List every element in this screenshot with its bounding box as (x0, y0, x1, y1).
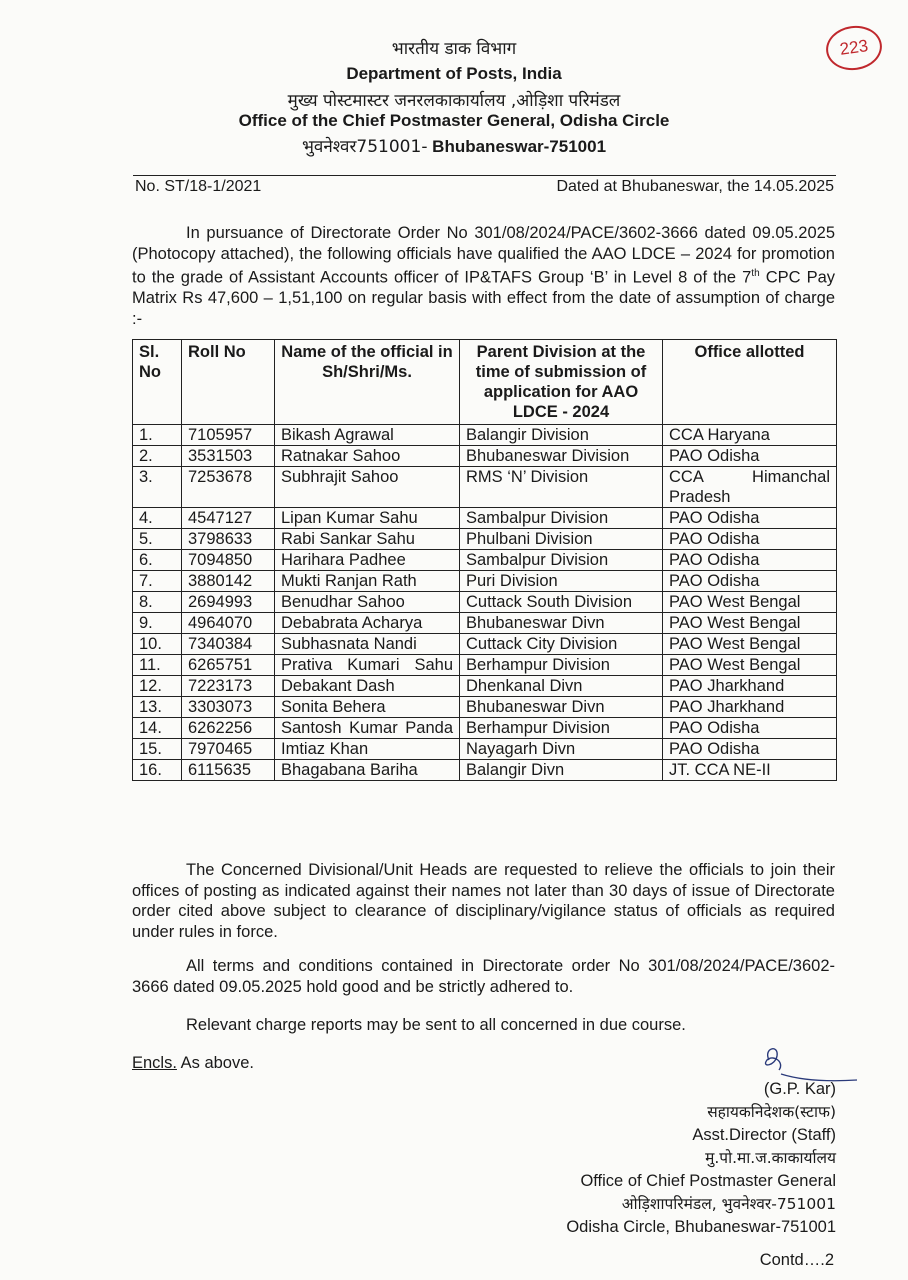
charge-reports-paragraph: Relevant charge reports may be sent to all concerned in due course. (186, 1016, 686, 1034)
cell-roll-no: 7340384 (182, 634, 275, 655)
table-row (133, 508, 837, 529)
cell-sl-no: 10. (133, 634, 182, 655)
signatory-hindi-circle: ओड़िशापरिमंडल, भुवनेश्वर-751001 (621, 1195, 836, 1213)
cell-name: Rabi Sankar Sahu (275, 529, 460, 550)
cell-name: Subhrajit Sahoo (275, 467, 460, 508)
cell-office-allotted: PAO Odisha (663, 718, 837, 739)
cell-sl-no: 14. (133, 718, 182, 739)
signatory-circle: Odisha Circle, Bhubaneswar-751001 (566, 1218, 836, 1236)
cell-roll-no: 3880142 (182, 571, 275, 592)
cell-office-allotted: CCA Haryana (663, 425, 837, 446)
cell-name: Benudhar Sahoo (275, 592, 460, 613)
table-header-row (133, 340, 837, 425)
cell-roll-no: 3303073 (182, 697, 275, 718)
reference-number: No. ST/18-1/2021 (135, 178, 262, 195)
cell-sl-no: 12. (133, 676, 182, 697)
cell-office-allotted: PAO Odisha (663, 446, 837, 467)
table-row (133, 467, 837, 508)
cell-office-allotted: PAO West Bengal (663, 634, 837, 655)
cell-sl-no: 13. (133, 697, 182, 718)
cell-parent-division: Phulbani Division (460, 529, 663, 550)
enclosure-line (132, 1054, 254, 1073)
signatory-hindi-office: मु.पो.मा.ज.काकार्यालय (705, 1149, 836, 1167)
cell-sl-no: 6. (133, 550, 182, 571)
cell-parent-division: Sambalpur Division (460, 550, 663, 571)
cell-office-allotted: PAO West Bengal (663, 655, 837, 676)
city-name: Bhubaneswar-751001 (427, 137, 607, 156)
header-roll-no: Roll No (182, 340, 275, 425)
cell-parent-division: Berhampur Division (460, 718, 663, 739)
header-divider (133, 175, 836, 176)
officials-table (132, 339, 837, 781)
cell-office-allotted: JT. CCA NE-II (663, 760, 837, 781)
cell-sl-no: 2. (133, 446, 182, 467)
cell-roll-no: 7223173 (182, 676, 275, 697)
terms-paragraph: All terms and conditions contained in Directorate order No 301/08/2024/PACE/3602-3666 dated 09.05.2025 hold good and be strictly adhered to. (132, 957, 835, 996)
cell-roll-no: 7105957 (182, 425, 275, 446)
cell-office-allotted: PAO Jharkhand (663, 697, 837, 718)
header-sl-no: Sl. No (133, 340, 182, 425)
cell-sl-no: 11. (133, 655, 182, 676)
intro-text-a: In pursuance of Directorate Order No 301/08/2024/PACE/3602-3666 dated 09.05.2025 (Photocopy attached), the following officials have qualified the AAO LDCE – 2024 for promotion to the grade of Assistant Accounts officer of IP&TAFS Group ‘B’ in Level 8 of the 7 (132, 224, 835, 287)
cell-office-allotted: PAO Odisha (663, 550, 837, 571)
hindi-city: भुवनेश्वर751001- (301, 137, 428, 157)
city-heading (0, 134, 908, 157)
cell-name: Sonita Behera (275, 697, 460, 718)
cell-roll-no: 2694993 (182, 592, 275, 613)
cell-sl-no: 15. (133, 739, 182, 760)
cell-name: Santosh Kumar Panda (275, 718, 460, 739)
cell-sl-no: 7. (133, 571, 182, 592)
cell-parent-division: Balangir Divn (460, 760, 663, 781)
signatory-hindi-title: सहायकनिदेशक(स्टाफ) (707, 1103, 836, 1121)
signature-block (566, 1078, 836, 1239)
cell-parent-division: Cuttack South Division (460, 592, 663, 613)
signatory-office: Office of Chief Postmaster General (580, 1172, 836, 1190)
relieve-paragraph: The Concerned Divisional/Unit Heads are requested to relieve the officials to join their offices of posting as indicated against their names not later than 30 days of issue of Directorate order cited above subject to clearance of disciplinary/vigilance status of officials as required under rules in force. (132, 861, 835, 941)
page-number-stamp: 223 (823, 22, 885, 73)
cell-office-allotted: PAO West Bengal (663, 613, 837, 634)
cell-sl-no: 9. (133, 613, 182, 634)
intro-superscript: th (751, 268, 760, 279)
cell-office-allotted: PAO Odisha (663, 571, 837, 592)
table-row (133, 697, 837, 718)
enclosure-text: As above. (176, 1054, 254, 1072)
cell-name: Lipan Kumar Sahu (275, 508, 460, 529)
cell-roll-no: 4547127 (182, 508, 275, 529)
cell-parent-division: Sambalpur Division (460, 508, 663, 529)
cell-name: Mukti Ranjan Rath (275, 571, 460, 592)
cell-office-allotted: PAO West Bengal (663, 592, 837, 613)
cell-name: Subhasnata Nandi (275, 634, 460, 655)
cell-roll-no: 4964070 (182, 613, 275, 634)
signatory-title: Asst.Director (Staff) (692, 1126, 836, 1144)
cell-sl-no: 3. (133, 467, 182, 508)
table-row (133, 592, 837, 613)
cell-roll-no: 3531503 (182, 446, 275, 467)
cell-office-allotted: PAO Odisha (663, 529, 837, 550)
cell-roll-no: 6115635 (182, 760, 275, 781)
cell-office-allotted: PAO Odisha (663, 739, 837, 760)
cell-name: Bhagabana Bariha (275, 760, 460, 781)
hindi-department-heading: भारतीय डाक विभाग (391, 39, 517, 59)
intro-text-b: CPC Pay Matrix Rs 47,600 – 1,51,100 on regular basis with effect from the date of assumption of charge :- (132, 268, 836, 328)
header-parent-division: Parent Division at the time of submission of application for AAO LDCE - 2024 (460, 340, 663, 425)
cell-roll-no: 6262256 (182, 718, 275, 739)
cell-parent-division: Berhampur Division (460, 655, 663, 676)
signatory-name: (G.P. Kar) (763, 1080, 836, 1098)
table-row (133, 760, 837, 781)
cell-name: Harihara Padhee (275, 550, 460, 571)
header-name: Name of the official in Sh/Shri/Ms. (275, 340, 460, 425)
table-row (133, 529, 837, 550)
table-row (133, 550, 837, 571)
date-line: Dated at Bhubaneswar, the 14.05.2025 (556, 178, 834, 195)
office-heading: Office of the Chief Postmaster General, Odisha Circle (238, 111, 670, 130)
cell-roll-no: 3798633 (182, 529, 275, 550)
header-office-allotted: Office allotted (663, 340, 837, 425)
cell-parent-division: Nayagarh Divn (460, 739, 663, 760)
cell-roll-no: 7253678 (182, 467, 275, 508)
enclosure-label: Encls. (132, 1054, 177, 1072)
cell-sl-no: 4. (133, 508, 182, 529)
cell-name: Imtiaz Khan (275, 739, 460, 760)
cell-parent-division: Puri Division (460, 571, 663, 592)
continued-note: Contd….2 (759, 1251, 834, 1269)
table-row (133, 739, 837, 760)
cell-roll-no: 7094850 (182, 550, 275, 571)
table-row (133, 613, 837, 634)
cell-parent-division: RMS ‘N’ Division (460, 467, 663, 508)
cell-name: Debakant Dash (275, 676, 460, 697)
table-row (133, 718, 837, 739)
cell-sl-no: 1. (133, 425, 182, 446)
table-row (133, 571, 837, 592)
cell-office-allotted: PAO Odisha (663, 508, 837, 529)
cell-roll-no: 6265751 (182, 655, 275, 676)
cell-name: Ratnakar Sahoo (275, 446, 460, 467)
cell-name: Prativa Kumari Sahu (275, 655, 460, 676)
cell-parent-division: Cuttack City Division (460, 634, 663, 655)
cell-roll-no: 7970465 (182, 739, 275, 760)
cell-parent-division: Balangir Division (460, 425, 663, 446)
table-row (133, 446, 837, 467)
cell-parent-division: Bhubaneswar Divn (460, 697, 663, 718)
department-heading: Department of Posts, India (346, 64, 562, 83)
cell-sl-no: 16. (133, 760, 182, 781)
cell-name: Debabrata Acharya (275, 613, 460, 634)
cell-office-allotted: PAO Jharkhand (663, 676, 837, 697)
cell-parent-division: Bhubaneswar Divn (460, 613, 663, 634)
cell-sl-no: 8. (133, 592, 182, 613)
table-row (133, 425, 837, 446)
cell-parent-division: Dhenkanal Divn (460, 676, 663, 697)
cell-sl-no: 5. (133, 529, 182, 550)
table-row (133, 634, 837, 655)
cell-office-allotted: CCA Himanchal Pradesh (663, 467, 837, 508)
intro-paragraph (132, 223, 835, 329)
table-row (133, 655, 837, 676)
table-row (133, 676, 837, 697)
hindi-office-heading: मुख्य पोस्टमास्टर जनरलकाकार्यालय ,ओड़िशा परिमंडल (287, 91, 621, 111)
cell-name: Bikash Agrawal (275, 425, 460, 446)
cell-parent-division: Bhubaneswar Division (460, 446, 663, 467)
